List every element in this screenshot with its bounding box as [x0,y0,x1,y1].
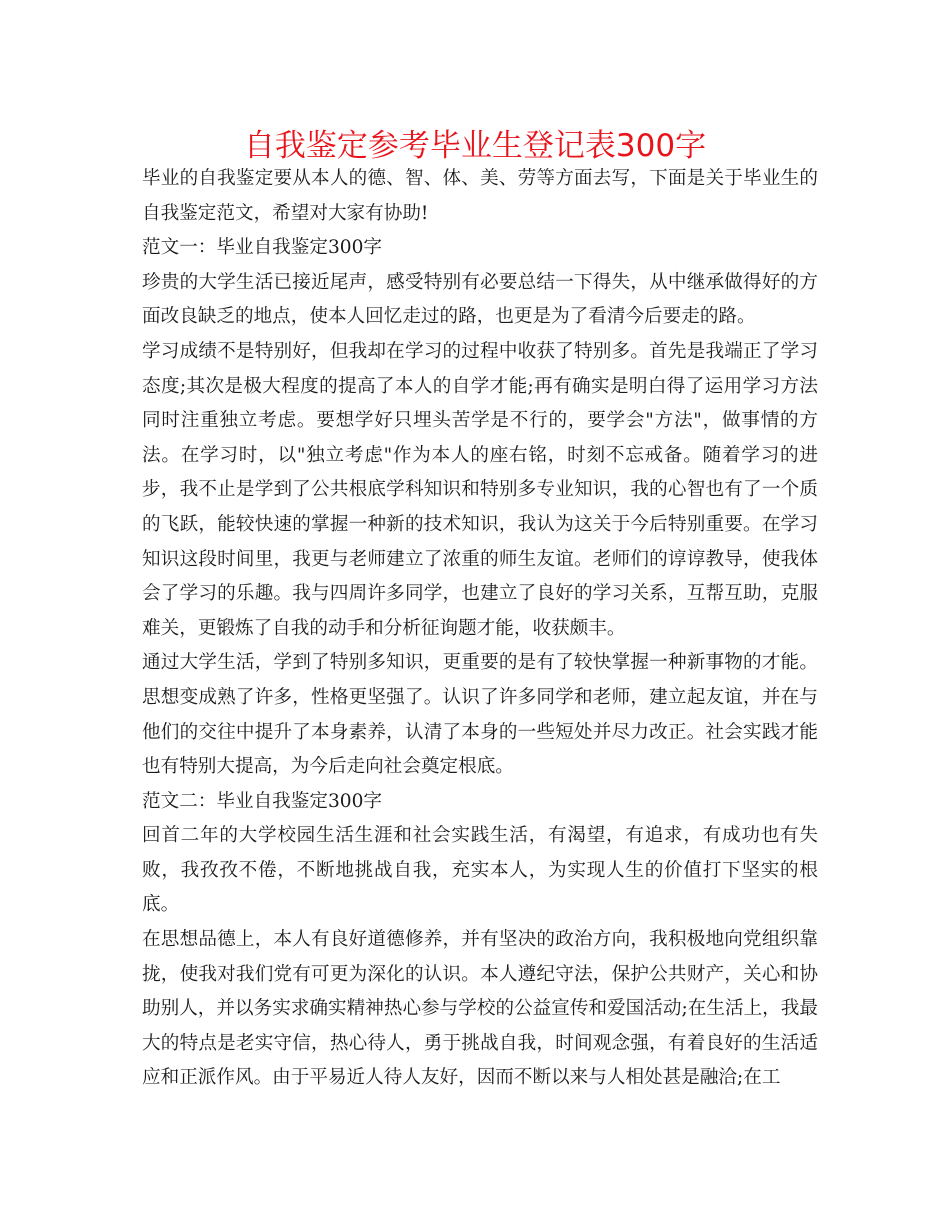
section-heading-sample-one: 范文一：毕业自我鉴定300字 [142,237,383,259]
body-paragraph: 通过大学生活，学到了特别多知识，更重要的是有了较快掌握一种新事物的才能。思想变成熟了许多，性格更坚强了。认识了许多同学和老师，建立起友谊，并在与他们的交往中提升了本身素养，认清了本身的一些短处并尽力改正。社会实践才能也有特别大提高，为今后走向社会奠定根底。 [142,652,818,778]
body-paragraph: 珍贵的大学生活已接近尾声，感受特别有必要总结一下得失，从中继承做得好的方面改良缺乏的地点，使本人回忆走过的路，也更是为了看清今后要走的路。 [142,271,818,328]
document-body [142,162,818,1096]
body-paragraph: 回首二年的大学校园生活生涯和社会实践生活，有渴望，有追求，有成功也有失败，我孜孜不倦，不断地挑战自我，充实本人，为实现人生的价值打下坚实的根底。 [142,825,818,916]
body-paragraph: 学习成绩不是特别好，但我却在学习的过程中收获了特别多。首先是我端正了学习态度;其次是极大程度的提高了本人的自学才能;再有确实是明白得了运用学习方法同时注重独立考虑。要想学好只埋头苦学是不行的，要学会"方法"，做事情的方法。在学习时，以"独立考虑"作为本人的座右铭，时刻不忘戒备。随着学习的进步，我不止是学到了公共根底学科知识和特别多专业知识，我的心智也有了一个质的飞跃，能较快速的掌握一种新的技术知识，我认为这关于今后特别重要。在学习知识这段时间里，我更与老师建立了浓重的师生友谊。老师们的谆谆教导，使我体会了学习的乐趣。我与四周许多同学，也建立了良好的学习关系，互帮互助，克服难关，更锻炼了自我的动手和分析征询题才能，收获颇丰。 [142,340,818,639]
document-title: 自我鉴定参考毕业生登记表300字 [243,128,707,164]
section-heading-sample-two: 范文二：毕业自我鉴定300字 [142,790,383,812]
intro-paragraph: 毕业的自我鉴定要从本人的德、智、体、美、劳等方面去写，下面是关于毕业生的自我鉴定范文，希望对大家有协助! [142,168,818,224]
body-paragraph: 在思想品德上，本人有良好道德修养，并有坚决的政治方向，我积极地向党组织靠拢，使我对我们党有可更为深化的认识。本人遵纪守法，保护公共财产，关心和协助别人，并以务实求确实精神热心参与学校的公益宣传和爱国活动;在生活上，我最大的特点是老实守信，热心待人，勇于挑战自我，时间观念强，有着良好的生活适应和正派作风。由于平易近人待人友好，因而不断以来与人相处甚是融洽;在工 [142,929,818,1089]
